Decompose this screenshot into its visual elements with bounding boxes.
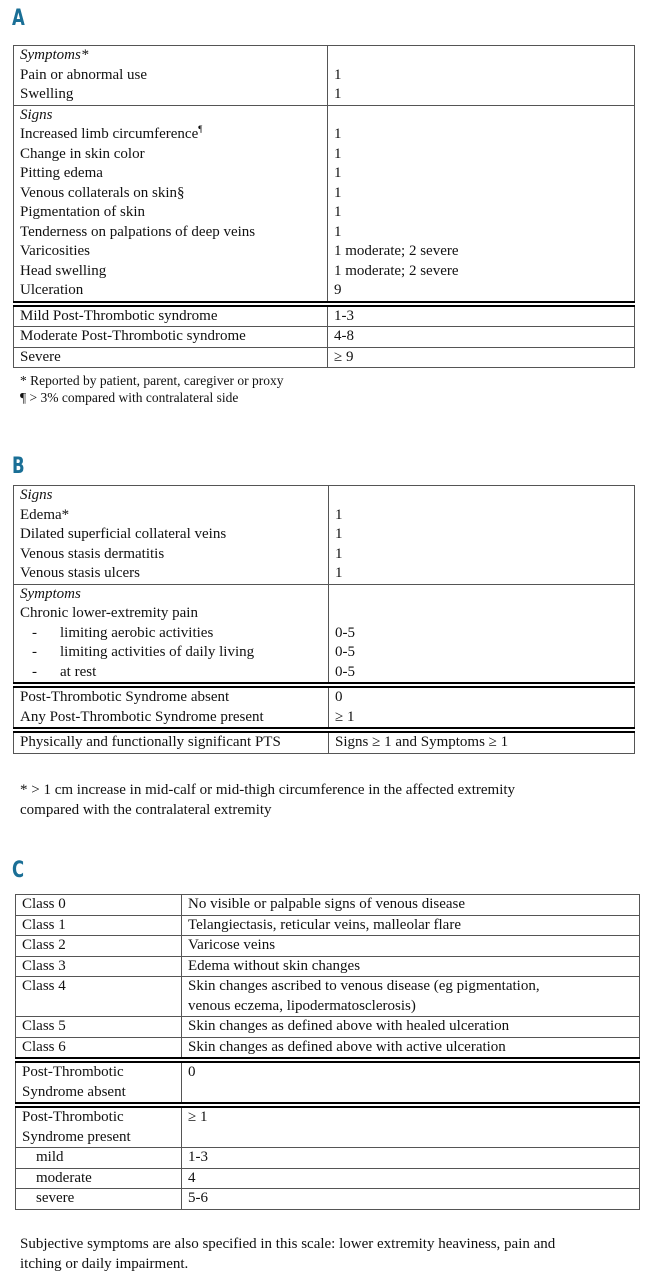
row-label: Severe: [14, 347, 328, 368]
row-score: 1: [328, 164, 635, 184]
class-desc: Skin changes ascribed to venous disease (eg pigmentation, venous eczema, lipodermatosclerosis): [182, 977, 640, 1017]
panel-a-footnote-1: * Reported by patient, parent, caregiver or proxy: [20, 373, 284, 388]
row-score: 1: [329, 506, 635, 526]
class-label: Class 4: [16, 977, 182, 1017]
panel-b-label: B: [12, 454, 25, 479]
panel-b-table: [13, 485, 635, 754]
row-score: 1: [328, 223, 635, 243]
class-label: Class 1: [16, 915, 182, 936]
class-desc: Edema without skin changes: [182, 956, 640, 977]
row-score: 1 moderate; 2 severe: [328, 262, 635, 282]
row-score: 1 moderate; 2 severe: [328, 242, 635, 262]
row-score: 1: [328, 145, 635, 165]
row-label: Moderate Post-Thrombotic syndrome: [14, 327, 328, 348]
row-score: 0-5: [329, 643, 635, 663]
signs-header: Signs: [14, 486, 329, 506]
absent-score: 0: [182, 1060, 640, 1105]
row-label: Venous stasis ulcers: [14, 564, 329, 584]
row-label: Mild Post-Thrombotic syndrome: [14, 304, 328, 327]
class-label: Class 5: [16, 1017, 182, 1038]
panel-b-footnote-2: compared with the contralateral extremity: [20, 802, 272, 818]
present-score: ≥ 1: [182, 1105, 640, 1148]
row-label: Edema*: [14, 506, 329, 526]
row-score: 1-3: [328, 304, 635, 327]
row-score: Signs ≥ 1 and Symptoms ≥ 1: [329, 730, 635, 753]
panel-c-footnote-1: Subjective symptoms are also specified in this scale: lower extremity heaviness, pain and: [20, 1236, 556, 1252]
row-score: 1: [328, 66, 635, 86]
row-score: 1: [328, 85, 635, 105]
severity-label: moderate: [16, 1168, 182, 1189]
present-label: Post-Thrombotic Syndrome present: [16, 1105, 182, 1148]
class-desc: Varicose veins: [182, 936, 640, 957]
row-label: - limiting aerobic activities: [14, 624, 329, 644]
row-label: Change in skin color: [14, 145, 328, 165]
row-score: 0-5: [329, 624, 635, 644]
row-label: Pitting edema: [14, 164, 328, 184]
row-label: - limiting activities of daily living: [14, 643, 329, 663]
row-score: ≥ 9: [328, 347, 635, 368]
row-score: 1: [328, 203, 635, 223]
symptoms-header: Symptoms*: [14, 46, 328, 66]
row-score: 1: [329, 564, 635, 584]
panel-b-footnote-1: * > 1 cm increase in mid-calf or mid-thigh circumference in the affected extremity: [20, 782, 516, 798]
class-label: Class 2: [16, 936, 182, 957]
row-score: 1: [329, 525, 635, 545]
row-label: Dilated superficial collateral veins: [14, 525, 329, 545]
class-label: Class 0: [16, 895, 182, 916]
panel-a-footnote-2: ¶ > 3% compared with contralateral side: [20, 390, 239, 405]
panel-a-label: A: [12, 6, 25, 31]
panel-c-footnote-2: itching or daily impairment.: [20, 1256, 189, 1272]
row-score: 1: [328, 125, 635, 145]
row-score: 4-8: [328, 327, 635, 348]
row-score: 0: [329, 685, 635, 708]
row-label: Varicosities: [14, 242, 328, 262]
row-label: Swelling: [14, 85, 328, 105]
row-score: 0-5: [329, 663, 635, 686]
class-desc: Telangiectasis, reticular veins, malleolar flare: [182, 915, 640, 936]
panel-a-table: [13, 45, 635, 368]
severity-score: 1-3: [182, 1148, 640, 1169]
row-score: 1: [328, 184, 635, 204]
row-label: Post-Thrombotic Syndrome absent: [14, 685, 329, 708]
class-label: Class 3: [16, 956, 182, 977]
row-score: ≥ 1: [329, 708, 635, 731]
row-label: Pigmentation of skin: [14, 203, 328, 223]
row-label: Tenderness on palpations of deep veins: [14, 223, 328, 243]
class-desc: No visible or palpable signs of venous disease: [182, 895, 640, 916]
severity-score: 4: [182, 1168, 640, 1189]
severity-score: 5-6: [182, 1189, 640, 1210]
class-desc: Skin changes as defined above with active ulceration: [182, 1037, 640, 1060]
severity-label: severe: [16, 1189, 182, 1210]
row-label: Ulceration: [14, 281, 328, 304]
row-score: 1: [329, 545, 635, 565]
row-label: Pain or abnormal use: [14, 66, 328, 86]
panel-c-label: C: [12, 858, 25, 883]
row-label: Venous stasis dermatitis: [14, 545, 329, 565]
row-label: - at rest: [14, 663, 329, 686]
class-label: Class 6: [16, 1037, 182, 1060]
symptoms-subheader: Chronic lower-extremity pain: [14, 604, 329, 624]
symptoms-header: Symptoms: [14, 584, 329, 604]
signs-header: Signs: [14, 105, 328, 125]
severity-label: mild: [16, 1148, 182, 1169]
row-label: Any Post-Thrombotic Syndrome present: [14, 708, 329, 731]
row-label: Venous collaterals on skin§: [14, 184, 328, 204]
row-label: Increased limb circumference¶: [14, 125, 328, 145]
row-score: 9: [328, 281, 635, 304]
panel-c-table: [15, 894, 640, 1210]
absent-label: Post-Thrombotic Syndrome absent: [16, 1060, 182, 1105]
row-label: Head swelling: [14, 262, 328, 282]
class-desc: Skin changes as defined above with healed ulceration: [182, 1017, 640, 1038]
row-label: Physically and functionally significant PTS: [14, 730, 329, 753]
